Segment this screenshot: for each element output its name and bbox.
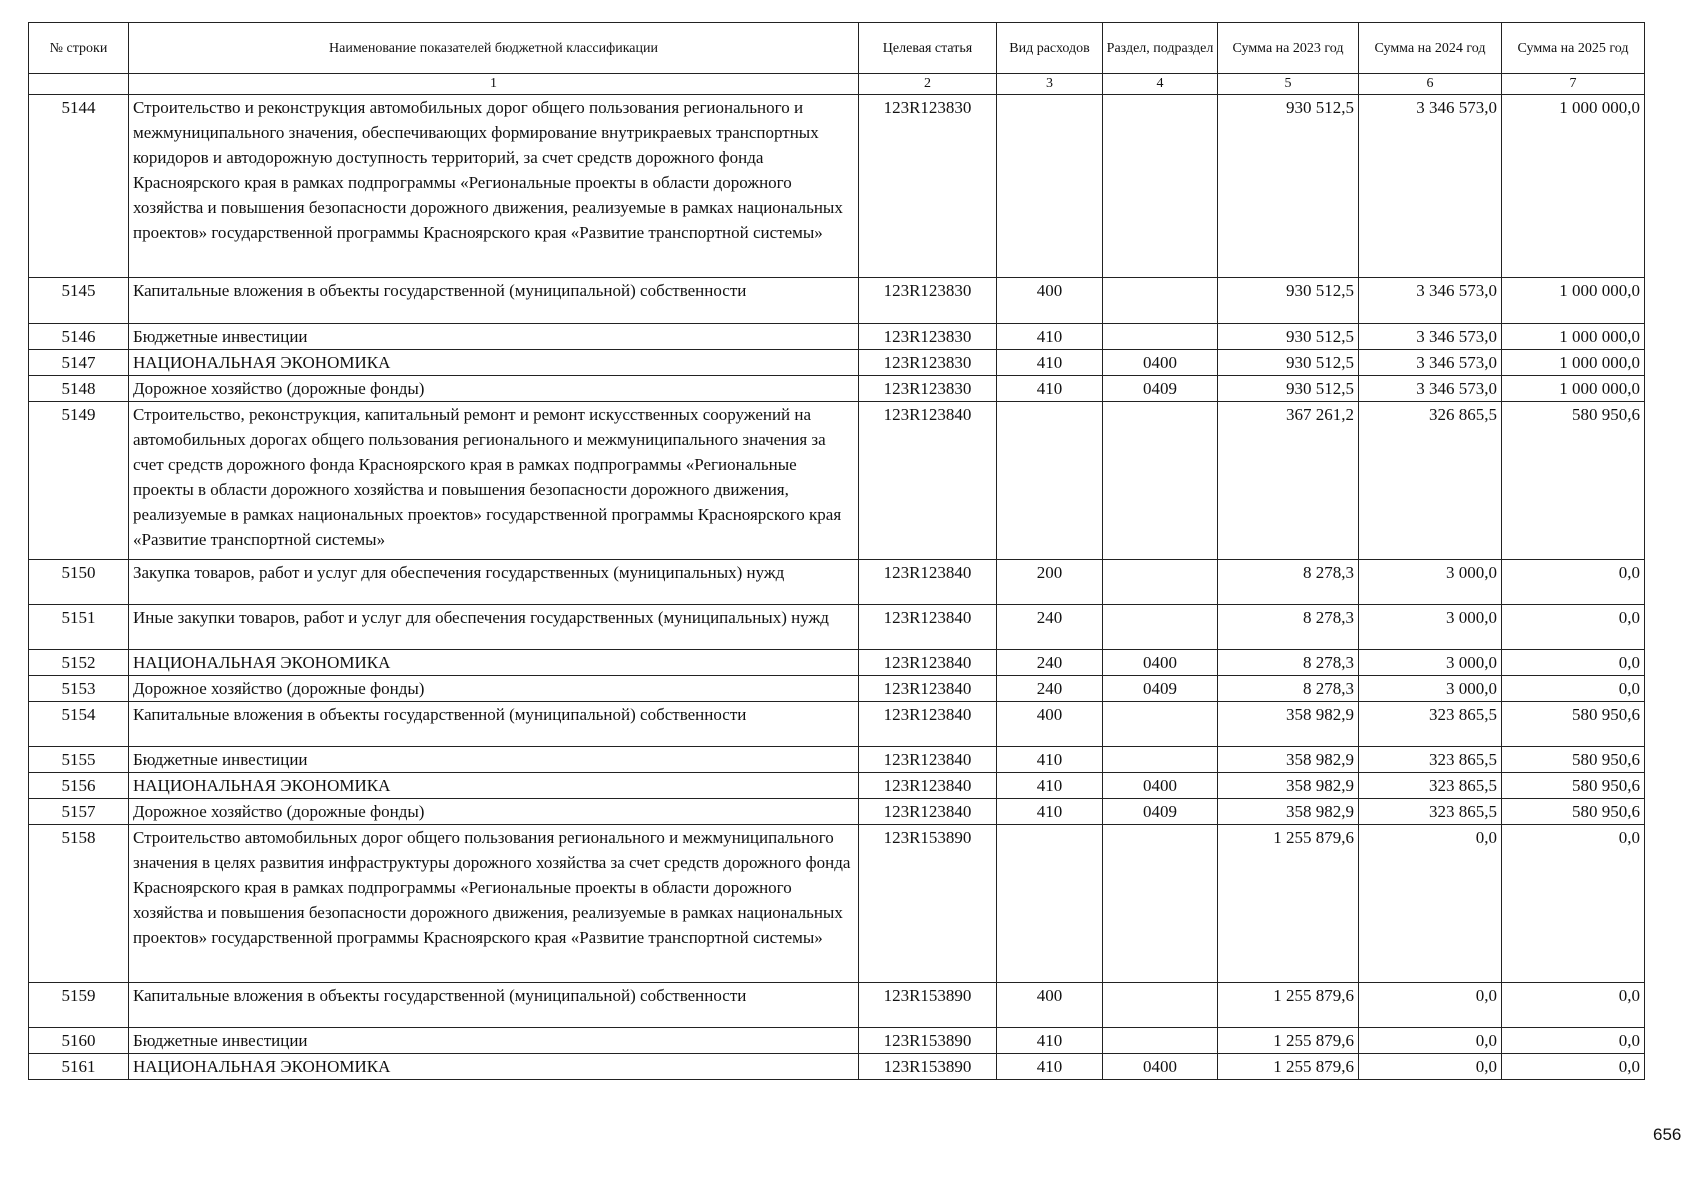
row-name: Дорожное хозяйство (дорожные фонды) [129, 676, 859, 702]
row-number: 5144 [29, 95, 129, 278]
row-target: 123R123840 [859, 650, 997, 676]
column-number: 4 [1103, 74, 1218, 95]
row-sum-2023: 358 982,9 [1218, 773, 1359, 799]
header-kind: Вид расходов [997, 23, 1103, 74]
row-kind [997, 95, 1103, 278]
table-row [29, 560, 1645, 605]
row-section [1103, 560, 1218, 605]
header-sum-2024: Сумма на 2024 год [1359, 23, 1502, 74]
row-name: НАЦИОНАЛЬНАЯ ЭКОНОМИКА [129, 773, 859, 799]
table-row [29, 324, 1645, 350]
row-sum-2023: 358 982,9 [1218, 799, 1359, 825]
row-kind: 200 [997, 560, 1103, 605]
column-number: 5 [1218, 74, 1359, 95]
column-number: 6 [1359, 74, 1502, 95]
budget-table [28, 22, 1645, 1080]
row-sum-2023: 1 255 879,6 [1218, 983, 1359, 1028]
row-kind: 410 [997, 747, 1103, 773]
row-sum-2024: 323 865,5 [1359, 747, 1502, 773]
row-sum-2023: 930 512,5 [1218, 278, 1359, 324]
row-sum-2024: 326 865,5 [1359, 402, 1502, 560]
row-sum-2024: 3 346 573,0 [1359, 376, 1502, 402]
row-kind: 410 [997, 324, 1103, 350]
row-sum-2023: 1 255 879,6 [1218, 825, 1359, 983]
column-number: 1 [129, 74, 859, 95]
row-target: 123R123830 [859, 376, 997, 402]
table-body [29, 95, 1645, 1080]
row-number: 5158 [29, 825, 129, 983]
row-sum-2024: 0,0 [1359, 1054, 1502, 1080]
row-name: Бюджетные инвестиции [129, 324, 859, 350]
column-number-blank [29, 74, 129, 95]
row-number: 5146 [29, 324, 129, 350]
row-number: 5145 [29, 278, 129, 324]
row-target: 123R153890 [859, 825, 997, 983]
table-row [29, 278, 1645, 324]
row-section [1103, 825, 1218, 983]
row-sum-2024: 323 865,5 [1359, 773, 1502, 799]
table-header-row [29, 23, 1645, 74]
row-section: 0400 [1103, 1054, 1218, 1080]
row-number: 5160 [29, 1028, 129, 1054]
row-section [1103, 278, 1218, 324]
table-row [29, 799, 1645, 825]
row-sum-2025: 580 950,6 [1502, 773, 1645, 799]
row-target: 123R123830 [859, 278, 997, 324]
row-kind: 410 [997, 376, 1103, 402]
row-section [1103, 605, 1218, 650]
row-kind: 240 [997, 605, 1103, 650]
row-section [1103, 402, 1218, 560]
row-sum-2023: 1 255 879,6 [1218, 1054, 1359, 1080]
row-section: 0409 [1103, 799, 1218, 825]
row-target: 123R123840 [859, 747, 997, 773]
row-name: Строительство, реконструкция, капитальный ремонт и ремонт искусственных сооружений на автомобильных дорогах общего пользования регионального и межмуниципального значения за счет средств дорожного фонда Красноярского края в рамках подпрограммы «Региональные проекты в области дорожного хозяйства и повышения безопасности дорожного движения, реализуемые в рамках национальных проектов» государственной программы Красноярского края «Развитие транспортной системы» [129, 402, 859, 560]
row-kind: 400 [997, 983, 1103, 1028]
header-row-no: № строки [29, 23, 129, 74]
row-section: 0409 [1103, 376, 1218, 402]
row-sum-2024: 3 000,0 [1359, 605, 1502, 650]
row-sum-2024: 0,0 [1359, 1028, 1502, 1054]
row-sum-2023: 930 512,5 [1218, 376, 1359, 402]
row-name: НАЦИОНАЛЬНАЯ ЭКОНОМИКА [129, 650, 859, 676]
row-name: Иные закупки товаров, работ и услуг для обеспечения государственных (муниципальных) нужд [129, 605, 859, 650]
row-kind: 410 [997, 1054, 1103, 1080]
row-sum-2024: 323 865,5 [1359, 702, 1502, 747]
row-section [1103, 702, 1218, 747]
row-sum-2025: 0,0 [1502, 1054, 1645, 1080]
row-sum-2025: 580 950,6 [1502, 702, 1645, 747]
row-kind [997, 402, 1103, 560]
row-sum-2025: 0,0 [1502, 825, 1645, 983]
row-section [1103, 983, 1218, 1028]
row-number: 5161 [29, 1054, 129, 1080]
row-sum-2025: 1 000 000,0 [1502, 324, 1645, 350]
row-name: Дорожное хозяйство (дорожные фонды) [129, 799, 859, 825]
row-number: 5148 [29, 376, 129, 402]
header-section: Раздел, подраздел [1103, 23, 1218, 74]
row-kind: 240 [997, 676, 1103, 702]
row-sum-2023: 1 255 879,6 [1218, 1028, 1359, 1054]
row-sum-2025: 0,0 [1502, 676, 1645, 702]
table-row [29, 605, 1645, 650]
table-row [29, 702, 1645, 747]
row-target: 123R153890 [859, 1028, 997, 1054]
row-sum-2025: 0,0 [1502, 560, 1645, 605]
row-target: 123R123840 [859, 799, 997, 825]
row-target: 123R123840 [859, 676, 997, 702]
row-number: 5156 [29, 773, 129, 799]
budget-sheet [28, 22, 1644, 1080]
row-kind: 400 [997, 278, 1103, 324]
row-kind: 410 [997, 799, 1103, 825]
header-sum-2023: Сумма на 2023 год [1218, 23, 1359, 74]
row-sum-2025: 580 950,6 [1502, 747, 1645, 773]
row-name: Капитальные вложения в объекты государственной (муниципальной) собственности [129, 702, 859, 747]
row-sum-2023: 367 261,2 [1218, 402, 1359, 560]
header-target: Целевая статья [859, 23, 997, 74]
row-name: Строительство и реконструкция автомобильных дорог общего пользования регионального и межмуниципального значения, обеспечивающих формирование внутрикраевых транспортных коридоров и автодорожную доступность территорий, за счет средств дорожного фонда Красноярского края в рамках подпрограммы «Региональные проекты в области дорожного хозяйства и повышения безопасности дорожного движения, реализуемые в рамках национальных проектов» государственной программы Красноярского края «Развитие транспортной системы» [129, 95, 859, 278]
row-kind: 410 [997, 1028, 1103, 1054]
row-sum-2025: 1 000 000,0 [1502, 278, 1645, 324]
row-kind: 240 [997, 650, 1103, 676]
row-section: 0400 [1103, 350, 1218, 376]
row-name: Строительство автомобильных дорог общего пользования регионального и межмуниципального значения в целях развития инфраструктуры дорожного хозяйства за счет средств дорожного фонда Красноярского края в рамках подпрограммы «Региональные проекты в области дорожного хозяйства и повышения безопасности дорожного движения, реализуемые в рамках национальных проектов» государственной программы Красноярского края «Развитие транспортной системы» [129, 825, 859, 983]
row-sum-2024: 3 000,0 [1359, 676, 1502, 702]
header-name: Наименование показателей бюджетной классификации [129, 23, 859, 74]
row-sum-2024: 3 000,0 [1359, 650, 1502, 676]
column-number: 3 [997, 74, 1103, 95]
row-sum-2024: 323 865,5 [1359, 799, 1502, 825]
row-name: Капитальные вложения в объекты государственной (муниципальной) собственности [129, 278, 859, 324]
table-row [29, 95, 1645, 278]
row-sum-2025: 0,0 [1502, 605, 1645, 650]
row-sum-2025: 1 000 000,0 [1502, 95, 1645, 278]
row-sum-2024: 3 346 573,0 [1359, 350, 1502, 376]
row-target: 123R123840 [859, 402, 997, 560]
row-sum-2023: 8 278,3 [1218, 650, 1359, 676]
row-sum-2023: 8 278,3 [1218, 676, 1359, 702]
row-target: 123R123830 [859, 324, 997, 350]
table-row [29, 650, 1645, 676]
row-number: 5153 [29, 676, 129, 702]
row-target: 123R153890 [859, 1054, 997, 1080]
row-sum-2024: 3 346 573,0 [1359, 278, 1502, 324]
row-sum-2023: 8 278,3 [1218, 605, 1359, 650]
row-name: Бюджетные инвестиции [129, 1028, 859, 1054]
table-row [29, 676, 1645, 702]
row-target: 123R123840 [859, 560, 997, 605]
row-section: 0400 [1103, 650, 1218, 676]
row-name: Дорожное хозяйство (дорожные фонды) [129, 376, 859, 402]
row-sum-2024: 3 000,0 [1359, 560, 1502, 605]
row-section [1103, 1028, 1218, 1054]
row-name: НАЦИОНАЛЬНАЯ ЭКОНОМИКА [129, 350, 859, 376]
column-number: 7 [1502, 74, 1645, 95]
row-sum-2023: 8 278,3 [1218, 560, 1359, 605]
row-kind [997, 825, 1103, 983]
row-section [1103, 747, 1218, 773]
row-number: 5149 [29, 402, 129, 560]
row-sum-2024: 3 346 573,0 [1359, 95, 1502, 278]
row-sum-2023: 930 512,5 [1218, 350, 1359, 376]
row-sum-2023: 930 512,5 [1218, 95, 1359, 278]
row-kind: 410 [997, 773, 1103, 799]
table-row [29, 1028, 1645, 1054]
row-section [1103, 95, 1218, 278]
row-sum-2023: 358 982,9 [1218, 702, 1359, 747]
row-sum-2025: 580 950,6 [1502, 402, 1645, 560]
row-name: Закупка товаров, работ и услуг для обеспечения государственных (муниципальных) нужд [129, 560, 859, 605]
row-sum-2025: 1 000 000,0 [1502, 376, 1645, 402]
row-number: 5159 [29, 983, 129, 1028]
row-sum-2025: 580 950,6 [1502, 799, 1645, 825]
row-sum-2024: 3 346 573,0 [1359, 324, 1502, 350]
table-row [29, 983, 1645, 1028]
row-section [1103, 324, 1218, 350]
row-number: 5152 [29, 650, 129, 676]
table-row [29, 402, 1645, 560]
page-number: 656 [1653, 1125, 1682, 1144]
row-target: 123R153890 [859, 983, 997, 1028]
row-target: 123R123840 [859, 702, 997, 747]
row-sum-2023: 930 512,5 [1218, 324, 1359, 350]
row-target: 123R123830 [859, 350, 997, 376]
column-number: 2 [859, 74, 997, 95]
row-target: 123R123840 [859, 773, 997, 799]
table-row [29, 350, 1645, 376]
row-kind: 410 [997, 350, 1103, 376]
row-number: 5157 [29, 799, 129, 825]
table-row [29, 773, 1645, 799]
row-sum-2025: 0,0 [1502, 650, 1645, 676]
row-sum-2023: 358 982,9 [1218, 747, 1359, 773]
row-number: 5151 [29, 605, 129, 650]
row-number: 5154 [29, 702, 129, 747]
table-row [29, 747, 1645, 773]
row-section: 0400 [1103, 773, 1218, 799]
row-name: Бюджетные инвестиции [129, 747, 859, 773]
row-sum-2025: 1 000 000,0 [1502, 350, 1645, 376]
row-sum-2025: 0,0 [1502, 983, 1645, 1028]
row-kind: 400 [997, 702, 1103, 747]
row-sum-2024: 0,0 [1359, 825, 1502, 983]
row-number: 5155 [29, 747, 129, 773]
table-row [29, 1054, 1645, 1080]
row-target: 123R123840 [859, 605, 997, 650]
row-section: 0409 [1103, 676, 1218, 702]
table-row [29, 376, 1645, 402]
header-sum-2025: Сумма на 2025 год [1502, 23, 1645, 74]
row-sum-2025: 0,0 [1502, 1028, 1645, 1054]
table-row [29, 825, 1645, 983]
row-number: 5150 [29, 560, 129, 605]
row-target: 123R123830 [859, 95, 997, 278]
row-name: НАЦИОНАЛЬНАЯ ЭКОНОМИКА [129, 1054, 859, 1080]
row-name: Капитальные вложения в объекты государственной (муниципальной) собственности [129, 983, 859, 1028]
column-number-row [29, 74, 1645, 95]
row-number: 5147 [29, 350, 129, 376]
row-sum-2024: 0,0 [1359, 983, 1502, 1028]
